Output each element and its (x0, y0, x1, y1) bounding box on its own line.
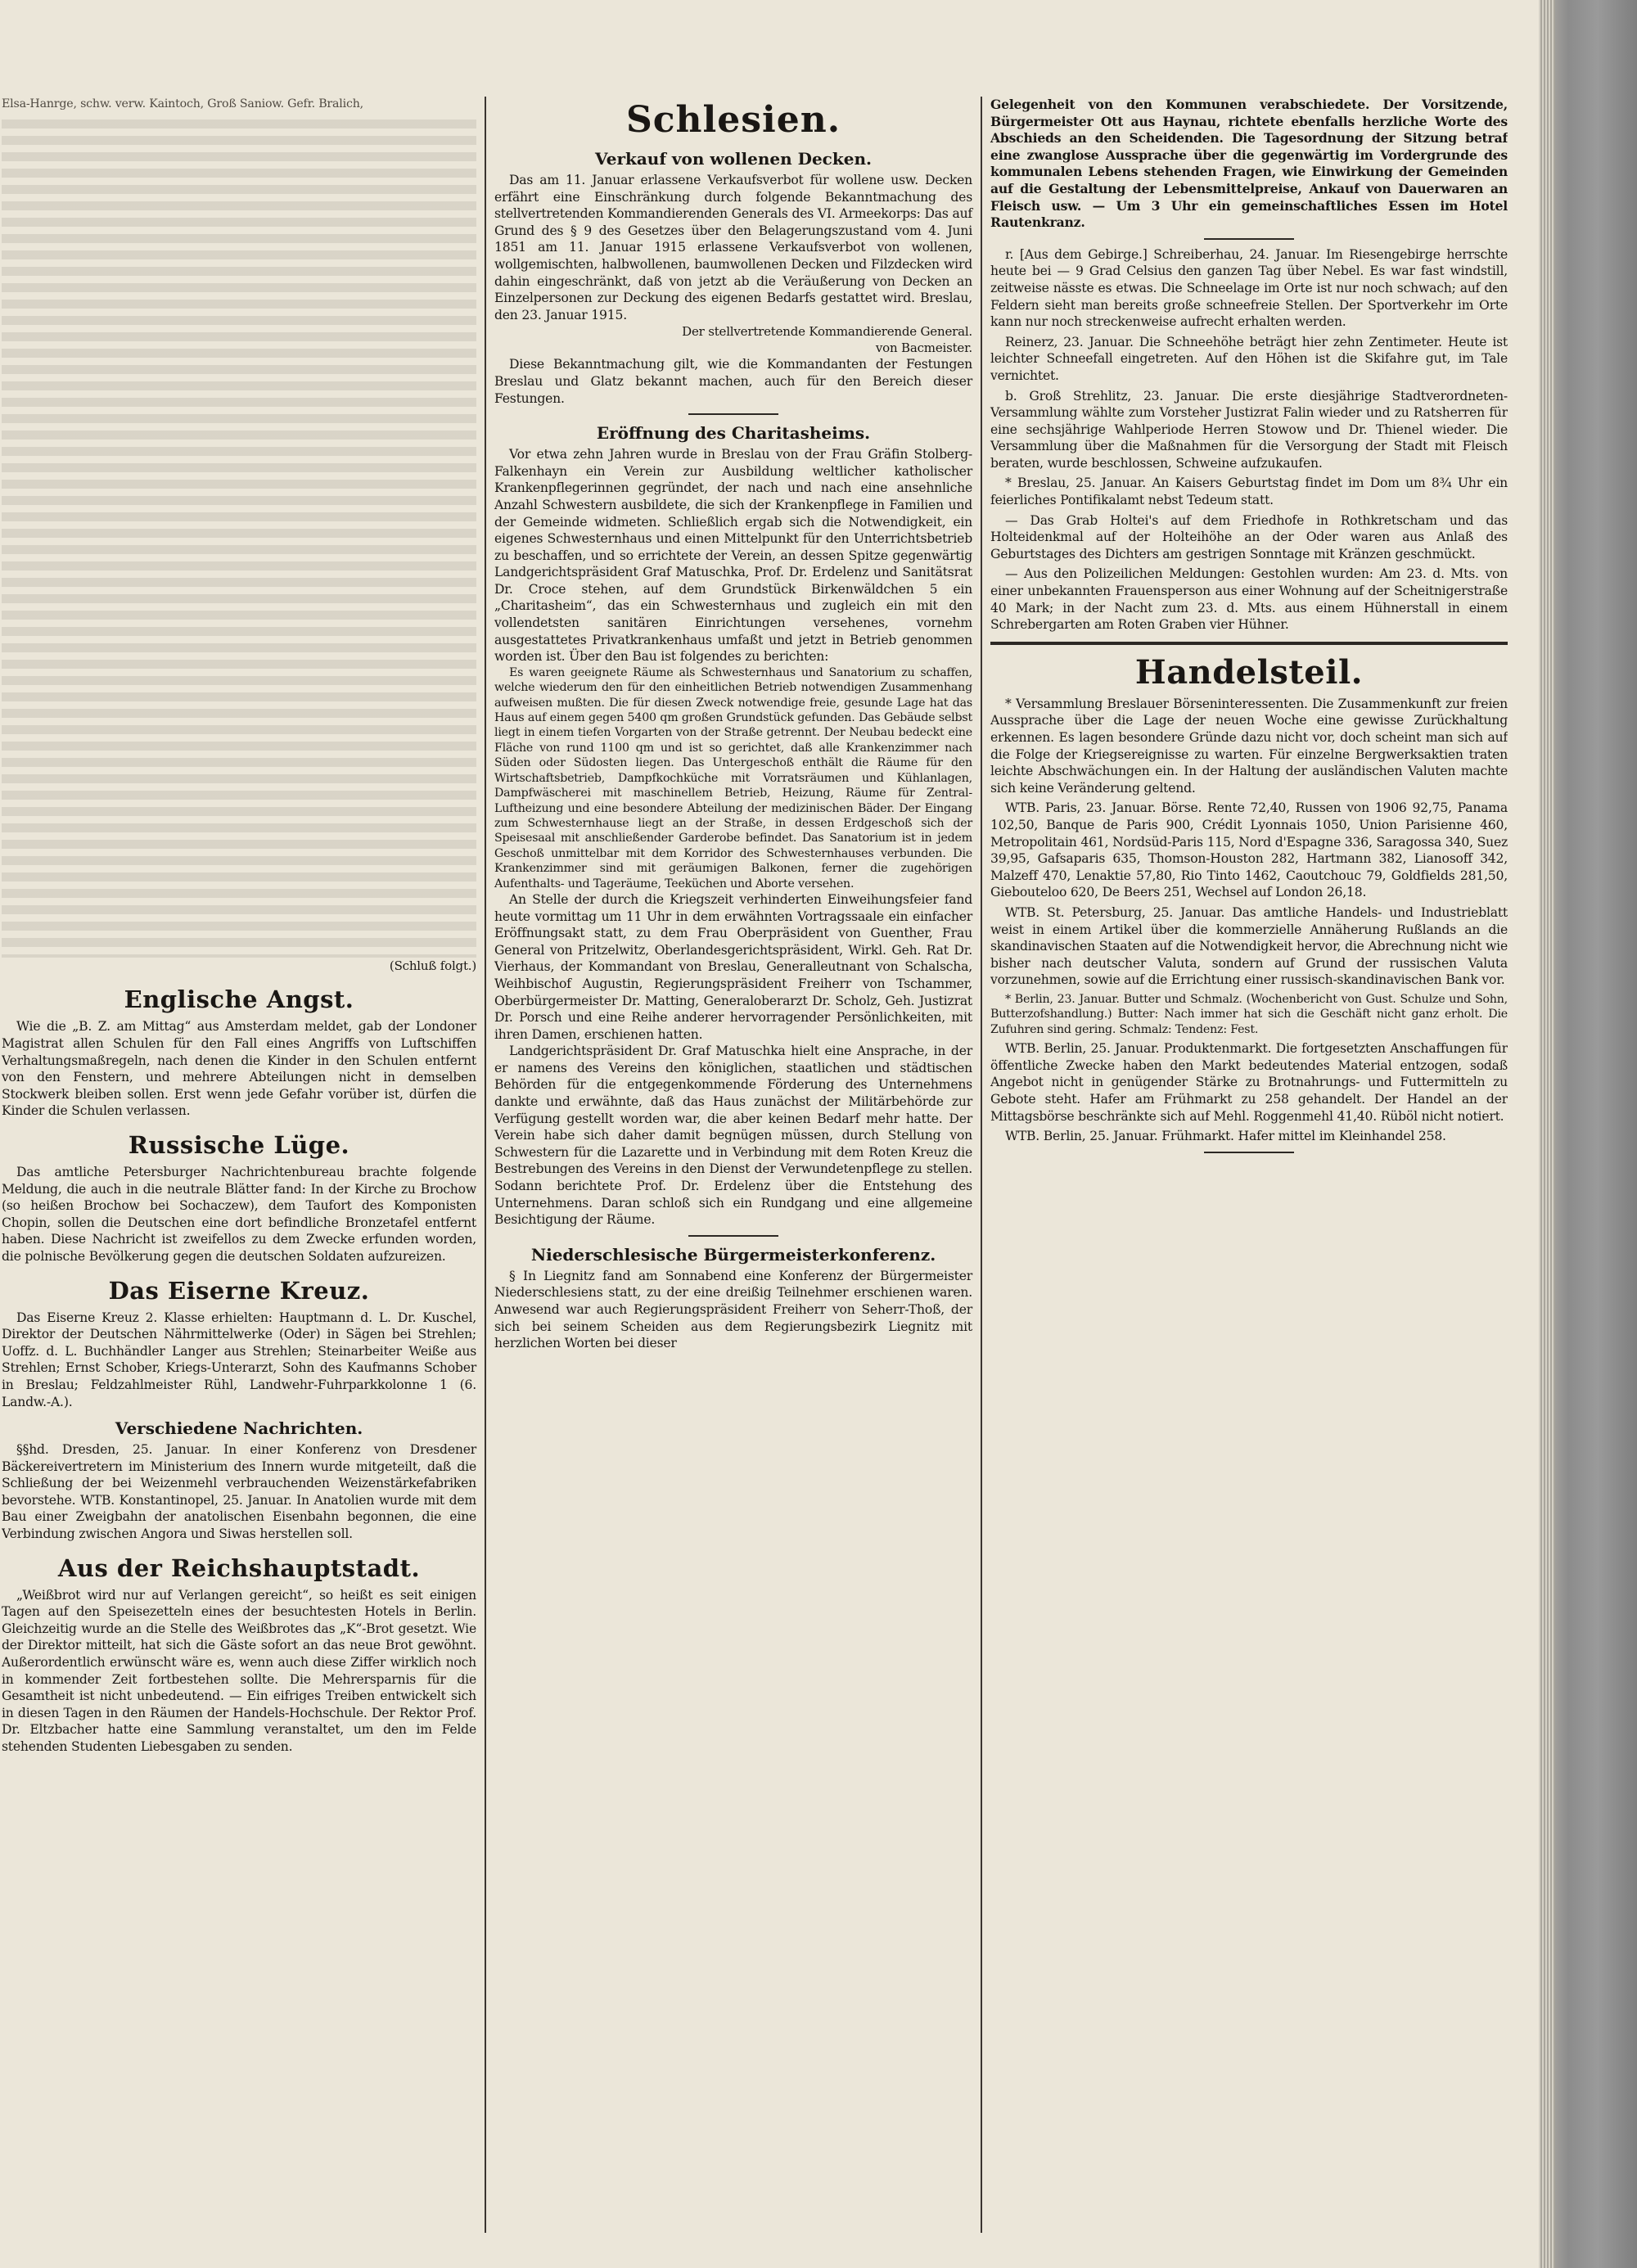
local-news-item: — Das Grab Holtei's auf dem Friedhofe in Rothkretscham und das Holteidenkmal auf der Holteihöhe an der Oder waren aus Anlaß des Geburtstages des Dichters am gestrigen Sonntage mit Kränzen geschmückt. (990, 512, 1508, 561)
article-text: Wie die „B. Z. am Mittag“ aus Amsterdam meldet, gab der Londoner Magistrat allen Schulen für den Fall eines Angriffs von Luftschiffen Verhaltungsmaßregeln, nach denen die Kinder in den Schulen entfernt von den Fenstern, und mehrere Abteilungen nicht in demselben Stockwerk bleiben sollen. Erst wenn jede Gefahr vorüber ist, dürfen die Kinder die Schulen verlassen. (2, 1019, 476, 1119)
casualty-list-lead: Elsa-Hanrge, schw. verw. Kaintoch, Groß Saniow. Gefr. Bralich, (2, 97, 363, 110)
trade-item: * Versammlung Breslauer Börseninteressenten. Die Zusammenkunft zur freien Aussprache über die Lage der neuen Woche eine gewisse Zurückhaltung erkennen. Es lagen besondere Gründe dazu nicht vor, doch scheint man sich auf die Folge der Kriegsereignisse zu warten. Für einzelne Bergwerksaktien traten leichte Abschwächungen ein. In der Haltung der ausländischen Valuten machte sich keine Veränderung geltend. (990, 696, 1508, 796)
article-text: Vor etwa zehn Jahren wurde in Breslau von der Frau Gräfin Stolberg-Falkenhayn ein Verein zur Ausbildung weltlicher katholischer Krankenpflegerinnen gegründet, der nach und nach eine ansehnliche Anzahl Schwestern ausbildete, die sich der Krankenpflege in Familien und der Gemeinde widmeten. Schließlich ergab sich die Notwendigkeit, ein eigenes Schwesternhaus und einen Mittelpunkt für den Unterrichtsbetrieb zu beschaffen, und so errichtete der Verein, an dessen Spitze gegenwärtig Landgerichtspräsident Graf Matuschka, Prof. Dr. Erdelenz und Sanitätsrat Dr. Croce stehen, auf dem Grundstück Birkenwäldchen 5 ein „Charitasheim“, das ein Schwesternhaus und zugleich ein mit den vollendetsten sanitären Einrichtungen versehenes, vornehm ausgestattetes Privatkrankenhaus umfaßt und jetzt in Betrieb genommen worden ist. Über den Bau ist folgendes zu berichten: (494, 447, 972, 665)
article-detail: Es waren geeignete Räume als Schwesternhaus und Sanatorium zu schaffen, welche wiederum den für den einheitlichen Betrieb notwendigen Zusammenhang aufweisen mußten. Die für diesen Zweck notwendige freie, gesunde Lage hat das Haus auf einem gegen 5400 qm großen Grundstück gefunden. Das Gebäude selbst liegt in einem tiefen Vorgarten von der Straße getrennt. Der Neubau bedeckt eine Fläche von rund 1100 qm und ist so gerichtet, daß alle Krankenzimmer nach Süden oder Südosten liegen. Das Untergeschoß enthält die Räume für den Wirtschaftsbetrieb, Dampfkochküche mit Vorratsräumen und Kühlanlagen, Dampfwäscherei mit maschinellem Betrieb, Heizung, Räume für Zentral-Luftheizung und eine besondere Abteilung der medizinischen Bäder. Der Eingang zum Schwesternhause liegt an der Straße, in dessen Erdgeschoß sich der Speisesaal mit anschließender Garderobe befindet. Das Sanatorium ist in jedem Geschoß unmittelbar mit dem Korridor des Schwesternhauses verbunden. Die Krankenzimmer sind mit geräumigen Balkonen, ferner die zugehörigen Aufenthalts- und Tageräume, Teeküchen und Aborte versehen. (494, 665, 972, 891)
article-title: Das Eiserne Kreuz. (108, 1276, 370, 1305)
article-reichshauptstadt (2, 1554, 476, 1756)
article-charitasheim (494, 423, 972, 1229)
article-text: Das Eiserne Kreuz 2. Klasse erhielten: Hauptmann d. L. Dr. Kuschel, Direktor der Deutschen Nährmittelwerke (Oder) in Sägen bei Strehlen; Uoffz. d. L. Buchhändler Langer aus Strehlen; Steinarbeiter Weiße aus Strehlen; Ernst Schober, Kriegs-Unterarzt, Sohn des Kaufmanns Schober in Breslau; Feldzahlmeister Rühl, Landwehr-Fuhrparkkolonne 1 (6. Landw.-A.). (2, 1310, 476, 1409)
local-news-item: r. [Aus dem Gebirge.] Schreiberhau, 24. Januar. Im Riesengebirge herrschte heute bei — 9 Grad Celsius den ganzen Tag über Nebel. Es war fast windstill, zeitweise nässte es etwas. Die Schneelage im Orte ist nur noch schwach; auf den Feldern sieht man bereits große schneefreie Stellen. Der Sportverkehr im Orte kann nur noch streckenweise aufrecht erhalten werden. (990, 246, 1508, 330)
article-englische-angst (2, 985, 476, 1120)
trade-item: WTB. St. Petersburg, 25. Januar. Das amtliche Handels- und Industrieblatt weist in einem Artikel über die kommerzielle Annäherung Rußlands an die skandinavischen Staaten auf die Notwendigkeit hervor, die Abrechnung nicht wie bisher nach deutscher Valuta, sondern auf Grund der russischen Valuta vorzunehmen, sowie auf die Errichtung einer russisch-skandinavischen Bank vor. (990, 904, 1508, 988)
book-binding-edge (1539, 0, 1637, 2268)
section-divider (990, 642, 1508, 645)
divider (688, 1235, 778, 1237)
middle-column (485, 97, 981, 2233)
article-verschiedene-nachrichten (2, 1418, 476, 1543)
casualty-list-block (2, 115, 476, 958)
local-news-item: — Aus den Polizeilichen Meldungen: Gestohlen wurden: Am 23. d. Mts. von einer unbekannten Frauensperson aus einer Wohnung auf der Scheitnigerstraße 40 Mark; in der Nacht zum 23. d. Mts. aus einem Hühnerstall in einem Schrebergarten am Roten Graben vier Hühner. (990, 566, 1508, 633)
section-title-handelsteil: Handelsteil. (1134, 652, 1364, 692)
article-text: Das amtliche Petersburger Nachrichtenbureau brachte folgende Meldung, die auch in die neutrale Blätter fand: In der Kirche zu Brochow (so heißen Brochow bei Sochaczew), dem Taufort des Komponisten Chopin, sollen die Deutschen eine dort befindliche Bronzetafel entfernt haben. Diese Nachricht ist zweifellos zu dem Zwecke erfunden worden, die polnische Bevölkerung gegen die deutschen Soldaten aufzureizen. (2, 1164, 476, 1264)
article-title: Verschiedene Nachrichten. (115, 1418, 363, 1439)
list-continuation: (Schluß folgt.) (389, 958, 476, 974)
signature-line: Der stellvertretende Kommandierende General. (682, 324, 972, 340)
article-wollene-decken (494, 149, 972, 407)
article-eisernes-kreuz (2, 1277, 476, 1411)
article-text: §§hd. Dresden, 25. Januar. In einer Konferenz von Dresdener Bäckereivertretern im Ministerium des Innern wurde mitgeteilt, daß die Schließung der bei Weizenmehl verbrauchenden Weizenstärkefabriken bevorstehe. WTB. Konstantinopel, 25. Januar. In Anatolien wurde mit dem Bau einer Zweigbahn der anatolischen Eisenbahn begonnen, die eine Verbindung zwischen Angora und Siwas herstellen soll. (2, 1442, 476, 1542)
article-title: Aus der Reichshauptstadt. (57, 1553, 421, 1582)
section-title-schlesien: Schlesien. (625, 99, 841, 141)
article-text: Diese Bekanntmachung gilt, wie die Kommandanten der Festungen Breslau und Glatz bekannt machen, auch für den Bereich dieser Festungen. (494, 357, 972, 406)
local-news-item: b. Groß Strehlitz, 23. Januar. Die erste diesjährige Stadtverordneten-Versammlung wählte zum Vorsteher Justizrat Falin wieder und zu Ratsherren für eine sechsjährige Wahlperiode Herren Stowow und Dr. Thienel wieder. Die Versammlung über die Maßnahmen für die Versorgung der Stadt mit Fleisch beraten, wurde beschlossen, Schweine aufzukaufen. (990, 388, 1508, 471)
signature-name: von Bacmeister. (875, 340, 972, 356)
article-buergermeisterkonferenz (494, 1245, 972, 1352)
right-column (981, 97, 1508, 2233)
article-text: § In Liegnitz fand am Sonnabend eine Konferenz der Bürgermeister Niederschlesiens statt, zu der eine dreißig Teilnehmer erschienen waren. Anwesend war auch Regierungspräsident Freiherr von Seherr-Thoß, der sich bei seinem Scheiden aus dem Regierungsbezirk Liegnitz mit herzlichen Worten bei dieser (494, 1268, 972, 1351)
article-title: Niederschlesische Bürgermeisterkonferenz. (530, 1244, 936, 1265)
article-continuation: Gelegenheit von den Kommunen verabschiedete. Der Vorsitzende, Bürgermeister Ott aus Haynau, richtete ebenfalls herzliche Worte des Abschieds an den Scheidenden. Die Tagesordnung der Sitzung betraf eine zwanglose Aussprache über die gegenwärtig im Vordergrunde des kommunalen Lebens stehenden Fragen, wie Einwirkung der Gemeinden auf die Gestaltung der Lebensmittelpreise, Ankauf von Dauerwaren an Fleisch usw. — Um 3 Uhr ein gemeinschaftliches Essen im Hotel Rautenkranz. (990, 97, 1508, 231)
article-title: Verkauf von wollenen Decken. (595, 149, 872, 169)
left-column (2, 97, 485, 2233)
local-news-item: Reinerz, 23. Januar. Die Schneehöhe beträgt hier zehn Zentimeter. Heute ist leichter Schneefall eingetreten. Auf den Höhen ist die Skifahre gut, im Tale vernichtet. (990, 334, 1508, 383)
article-title: Eröffnung des Charitasheims. (596, 423, 871, 444)
column-layout (2, 97, 1514, 2233)
article-text: „Weißbrot wird nur auf Verlangen gereicht“, so heißt es seit einigen Tagen auf den Speisezetteln eines der besuchtesten Hotels in Berlin. Gleichzeitig wurde an die Stelle des Weißbrotes das „K“-Brot gesetzt. Wie der Direktor mitteilt, hat sich die Gäste sofort an das neue Brot gewöhnt. Außerordentlich erwünscht wäre es, wenn auch diese Ziffer wirklich noch in kommender Zeit fortbestehen sollte. Die Mehrersparnis für die Gesamtheit ist nicht unbedeutend. — Ein eifriges Treiben entwickelt sich in diesen Tagen in den Räumen der Handels-Hochschule. Der Rektor Prof. Dr. Eltzbacher hatte eine Sammlung veranstaltet, um den im Felde stehenden Studenten Liebesgaben zu senden. (2, 1587, 476, 1754)
article-text: Landgerichtspräsident Dr. Graf Matuschka hielt eine Ansprache, in der er namens des Vereins den königlichen, staatlichen und städtischen Behörden für die entgegenkommende Förderung des Unternehmens dankte und erwähnte, daß das Haus zunächst der Militärbehörde zur Verfügung gestellt worden war, die aber keinen Bedarf mehr hatte. Der Verein habe sich daher damit begnügen müssen, durch Stellung von Schwestern für die Lazarette und in Verbindung mit dem Roten Kreuz die Bestrebungen des Vereins in den Dienst der Verwundetenpflege zu stellen. Sodann berichtete Prof. Dr. Erdelenz über die Entstehung des Unternehmens. Daran schloß sich ein Rundgang und eine allgemeine Besichtigung der Räume. (494, 1044, 972, 1228)
trade-item: WTB. Paris, 23. Januar. Börse. Rente 72,40, Russen von 1906 92,75, Panama 102,50, Banque de Paris 900, Crédit Lyonnais 1050, Union Parisienne 460, Metropolitain 461, Nordsüd-Paris 115, Nord d'Espagne 336, Saragossa 340, Suez 39,95, Gafsaparis 635, Thomson-Houston 282, Hartmann 382, Lianosoff 342, Malzeff 470, Lenaktie 57,80, Rio Tinto 1462, Caoutchouc 79, Goldfields 281,50, Giebouteloo 620, De Beers 251, Wechsel auf London 26,18. (990, 800, 1508, 900)
article-title: Englische Angst. (124, 985, 354, 1014)
article-title: Russische Lüge. (128, 1130, 350, 1159)
article-text: An Stelle der durch die Kriegszeit verhinderten Einweihungsfeier fand heute vormittag um 11 Uhr in dem erwähnten Vortragssaale ein einfacher Eröffnungsakt statt, zu dem Frau Oberpräsident von Guenther, Frau General von Pritzelwitz, Oberlandesgerichtspräsident, Wirkl. Geh. Rat Dr. Vierhaus, der Kommandant von Breslau, Generalleutnant von Schalscha, Weihbischof Augustin, Regierungspräsident Freiherr von Tschammer, Oberbürgermeister Dr. Matting, Generaloberarzt Dr. Scholz, Geh. Justizrat Dr. Porsch und eine Reihe anderer hervorragender Persönlichkeiten, mit ihren Damen, erschienen hatten. (494, 891, 972, 1042)
trade-item: * Berlin, 23. Januar. Butter und Schmalz. (Wochenbericht von Gust. Schulze und Sohn, Butterzofshandlung.) Butter: Nach immer hat sich die Geschäft nicht ganz erholt. Die Zufuhren sind gering. Schmalz: Tendenz: Fest. (990, 992, 1508, 1036)
trade-item: WTB. Berlin, 25. Januar. Frühmarkt. Hafer mittel im Kleinhandel 258. (1005, 1129, 1446, 1144)
divider (1204, 1152, 1294, 1153)
article-russische-luege (2, 1131, 476, 1265)
article-text: Das am 11. Januar erlassene Verkaufsverbot für wollene usw. Decken erfährt eine Einschränkung durch folgende Bekanntmachung des stellvertretenden Kommandierenden Generals des VI. Armeekorps: Das auf Grund des § 9 des Gesetzes über den Belagerungszustand vom 4. Juni 1851 am 11. Januar 1915 erlassene Verkaufsverbot von wollenen, wollgemischten, halbwollenen, baumwollenen Decken und Filzdecken wird dahin eingeschränkt, daß von jetzt ab die Veräußerung von Decken an Einzelpersonen zur Deckung des eigenen Bedarfs gestattet wird. Breslau, den 23. Januar 1915. (494, 173, 972, 322)
divider (1204, 238, 1294, 240)
divider (688, 413, 778, 415)
trade-item: WTB. Berlin, 25. Januar. Produktenmarkt. Die fortgesetzten Anschaffungen für öffentliche Zwecke haben den Markt bedeutendes Material entzogen, sodaß Angebot nicht in genügender Stärke zu Brotnahrungs- und Futtermitteln zu Gebote steht. Hafer am Frühmarkt zu 258 gehandelt. Der Handel an der Mittagsbörse beschränkte sich auf Mehl. Roggenmehl 41,40. Rüböl nicht notiert. (990, 1041, 1508, 1124)
local-news-item: * Breslau, 25. Januar. An Kaisers Geburtstag findet im Dom um 8¾ Uhr ein feierliches Pontifikalamt nebst Tedeum statt. (990, 476, 1508, 508)
